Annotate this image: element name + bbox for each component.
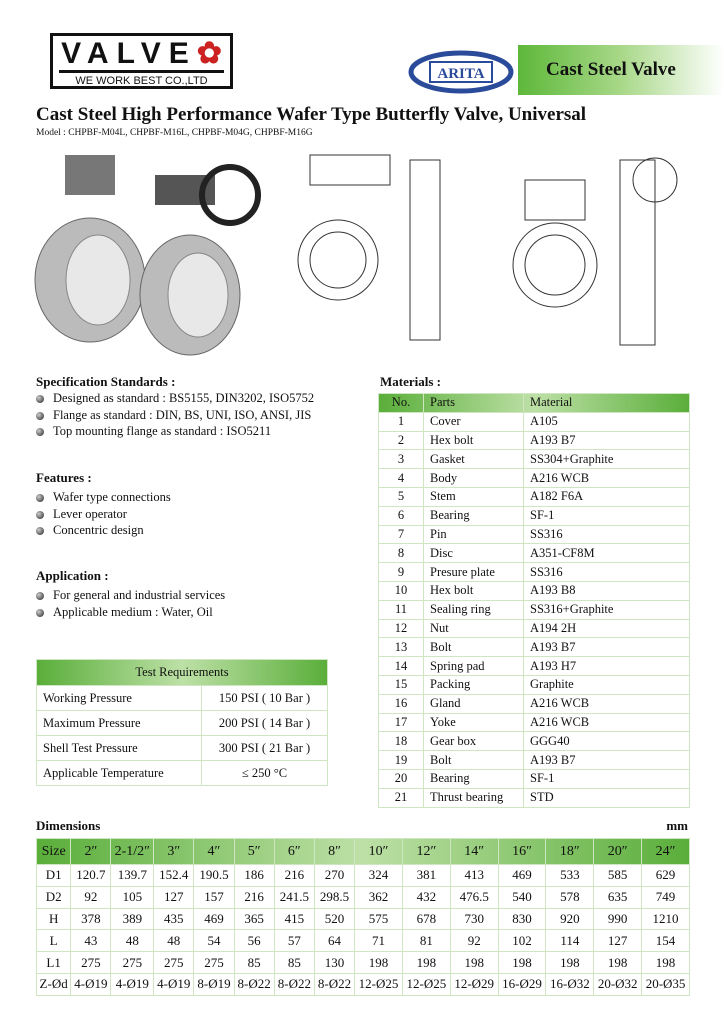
table-cell: Applicable Temperature	[37, 761, 202, 786]
table-row	[37, 973, 690, 995]
technical-drawings	[298, 155, 677, 345]
table-cell: 71	[355, 930, 403, 952]
table-cell: 6	[379, 506, 424, 525]
handwheel-icon: ✿	[196, 37, 222, 70]
table-cell: Presure plate	[424, 563, 524, 582]
table-cell: D1	[37, 865, 71, 887]
table-cell: 216	[234, 886, 274, 908]
table-cell: 575	[355, 908, 403, 930]
table-cell: 8	[379, 544, 424, 563]
table-cell: 730	[450, 908, 498, 930]
table-cell: 102	[498, 930, 546, 952]
table-cell: Bolt	[424, 751, 524, 770]
table-cell: 4-Ø19	[71, 973, 111, 995]
table-cell: 21	[379, 788, 424, 807]
table-cell: 533	[546, 865, 594, 887]
table-cell: L1	[37, 952, 71, 974]
table-cell: A216 WCB	[524, 713, 690, 732]
svg-text:ARITA: ARITA	[437, 66, 485, 82]
table-cell: 8-Ø22	[234, 973, 274, 995]
page-title: Cast Steel High Performance Wafer Type Butterfly Valve, Universal	[36, 104, 587, 125]
valve-photo-gear	[140, 167, 258, 355]
table-cell: A193 B7	[524, 638, 690, 657]
table-row	[379, 638, 690, 657]
table-row	[379, 600, 690, 619]
table-cell: 4	[379, 469, 424, 488]
table-row	[379, 713, 690, 732]
table-cell: 198	[450, 952, 498, 974]
table-cell: A351-CF8M	[524, 544, 690, 563]
table-cell: Hex bolt	[424, 581, 524, 600]
table-cell: 2-1/2″	[111, 839, 154, 865]
table-row	[379, 619, 690, 638]
table-cell: 1210	[642, 908, 690, 930]
table-cell: 8″	[314, 839, 354, 865]
table-cell: 127	[154, 886, 194, 908]
table-cell: 5	[379, 487, 424, 506]
list-item: Applicable medium : Water, Oil	[36, 604, 225, 621]
table-cell: 8-Ø22	[314, 973, 354, 995]
table-cell: 24″	[642, 839, 690, 865]
table-cell: 275	[194, 952, 234, 974]
table-cell: Shell Test Pressure	[37, 736, 202, 761]
table-cell: 4″	[194, 839, 234, 865]
table-cell: 540	[498, 886, 546, 908]
table-cell: Sealing ring	[424, 600, 524, 619]
table-cell: GGG40	[524, 732, 690, 751]
table-cell: 92	[71, 886, 111, 908]
list-item: Top mounting flange as standard : ISO5211	[36, 423, 314, 440]
table-cell: 19	[379, 751, 424, 770]
table-cell: 270	[314, 865, 354, 887]
table-cell: 9	[379, 563, 424, 582]
table-cell: 17	[379, 713, 424, 732]
table-cell: 18	[379, 732, 424, 751]
table-cell: 3″	[154, 839, 194, 865]
table-header: Test Requirements	[37, 660, 328, 686]
table-cell: 198	[594, 952, 642, 974]
table-cell: 198	[498, 952, 546, 974]
table-cell: 20-Ø32	[594, 973, 642, 995]
table-cell: Stem	[424, 487, 524, 506]
table-cell: SS304+Graphite	[524, 450, 690, 469]
table-cell: 6″	[274, 839, 314, 865]
table-cell: 48	[111, 930, 154, 952]
table-cell: 120.7	[71, 865, 111, 887]
table-cell: 16-Ø32	[546, 973, 594, 995]
table-cell: Maximum Pressure	[37, 711, 202, 736]
table-row	[379, 732, 690, 751]
table-cell: 198	[402, 952, 450, 974]
table-row	[379, 769, 690, 788]
table-cell: 20″	[594, 839, 642, 865]
table-cell: A193 B7	[524, 751, 690, 770]
table-row	[379, 751, 690, 770]
table-cell: 362	[355, 886, 403, 908]
list-item: Concentric design	[36, 522, 171, 539]
materials-table	[378, 393, 690, 808]
dimensions-table	[36, 838, 690, 996]
table-cell: 8-Ø22	[274, 973, 314, 995]
table-cell: 139.7	[111, 865, 154, 887]
table-cell: 81	[402, 930, 450, 952]
table-row	[37, 908, 690, 930]
table-cell: 678	[402, 908, 450, 930]
table-cell: 11	[379, 600, 424, 619]
table-cell: 520	[314, 908, 354, 930]
table-cell: 48	[154, 930, 194, 952]
table-cell: 10″	[355, 839, 403, 865]
list-item: Lever operator	[36, 506, 171, 523]
table-cell: Thrust bearing	[424, 788, 524, 807]
table-cell: 578	[546, 886, 594, 908]
table-cell: 389	[111, 908, 154, 930]
column-header: Material	[524, 394, 690, 413]
table-row	[379, 657, 690, 676]
table-cell: Cover	[424, 412, 524, 431]
category-banner: Cast Steel Valve	[518, 45, 724, 95]
table-cell: 14″	[450, 839, 498, 865]
spec-heading: Specification Standards :	[36, 374, 176, 389]
application-heading: Application :	[36, 568, 109, 583]
column-header: No.	[379, 394, 424, 413]
table-row	[37, 761, 328, 786]
table-cell: 585	[594, 865, 642, 887]
application-section	[36, 568, 225, 620]
table-row	[379, 506, 690, 525]
table-row	[379, 563, 690, 582]
table-row	[379, 450, 690, 469]
table-cell: Graphite	[524, 675, 690, 694]
table-cell: 298.5	[314, 886, 354, 908]
table-cell: 12″	[402, 839, 450, 865]
table-cell: Pin	[424, 525, 524, 544]
table-cell: 12-Ø29	[450, 973, 498, 995]
table-cell: 114	[546, 930, 594, 952]
table-cell: 324	[355, 865, 403, 887]
table-cell: 8-Ø19	[194, 973, 234, 995]
table-cell: A193 B7	[524, 431, 690, 450]
table-cell: 275	[71, 952, 111, 974]
table-cell: A105	[524, 412, 690, 431]
table-cell: Z-Ød	[37, 973, 71, 995]
table-cell: 990	[594, 908, 642, 930]
table-cell: 198	[546, 952, 594, 974]
table-cell: 920	[546, 908, 594, 930]
table-cell: 18″	[546, 839, 594, 865]
table-row	[379, 431, 690, 450]
model-list: Model : CHPBF-M04L, CHPBF-M16L, CHPBF-M04G, CHPBF-M16G	[36, 128, 313, 138]
table-cell: 198	[642, 952, 690, 974]
table-row	[37, 886, 690, 908]
table-cell: 378	[71, 908, 111, 930]
table-cell: Gear box	[424, 732, 524, 751]
table-cell: ≤ 250 °C	[202, 761, 328, 786]
table-cell: 190.5	[194, 865, 234, 887]
table-row	[379, 788, 690, 807]
table-cell: Spring pad	[424, 657, 524, 676]
table-cell: 7	[379, 525, 424, 544]
table-cell: 92	[450, 930, 498, 952]
table-cell: Body	[424, 469, 524, 488]
table-cell: SS316	[524, 525, 690, 544]
logo-brand: VALVE	[61, 37, 197, 70]
table-cell: 20	[379, 769, 424, 788]
table-cell: SS316	[524, 563, 690, 582]
valve-photo-lever	[35, 155, 145, 342]
materials-heading: Materials :	[380, 374, 442, 389]
table-cell: A193 H7	[524, 657, 690, 676]
table-cell: A194 2H	[524, 619, 690, 638]
table-cell: Bearing	[424, 769, 524, 788]
table-cell: 200 PSI ( 14 Bar )	[202, 711, 328, 736]
table-cell: 2	[379, 431, 424, 450]
table-row	[37, 865, 690, 887]
table-cell: D2	[37, 886, 71, 908]
company-logo	[50, 33, 233, 89]
table-row	[379, 694, 690, 713]
table-cell: Bearing	[424, 506, 524, 525]
table-row	[379, 581, 690, 600]
list-item: Wafer type connections	[36, 489, 171, 506]
table-cell: 16-Ø29	[498, 973, 546, 995]
table-cell: 469	[498, 865, 546, 887]
table-cell: 413	[450, 865, 498, 887]
table-cell: Bolt	[424, 638, 524, 657]
table-cell: Gland	[424, 694, 524, 713]
table-cell: L	[37, 930, 71, 952]
table-cell: 56	[234, 930, 274, 952]
table-cell: 130	[314, 952, 354, 974]
table-cell: SS316+Graphite	[524, 600, 690, 619]
table-cell: 4-Ø19	[111, 973, 154, 995]
table-cell: Yoke	[424, 713, 524, 732]
table-cell: Working Pressure	[37, 686, 202, 711]
table-cell: Gasket	[424, 450, 524, 469]
table-cell: 54	[194, 930, 234, 952]
table-row	[37, 686, 328, 711]
product-images	[30, 150, 700, 365]
table-cell: 157	[194, 886, 234, 908]
table-cell: A216 WCB	[524, 694, 690, 713]
table-cell: 12	[379, 619, 424, 638]
table-row	[37, 839, 690, 865]
table-row	[379, 487, 690, 506]
table-cell: 635	[594, 886, 642, 908]
table-cell: 1	[379, 412, 424, 431]
table-cell: 275	[154, 952, 194, 974]
table-row	[379, 675, 690, 694]
logo-tagline: WE WORK BEST CO.,LTD	[75, 75, 208, 87]
table-row	[37, 711, 328, 736]
table-cell: 16″	[498, 839, 546, 865]
table-row	[379, 544, 690, 563]
table-cell: 415	[274, 908, 314, 930]
table-cell: 12-Ø25	[402, 973, 450, 995]
list-item: Flange as standard : DIN, BS, UNI, ISO, ANSI, JIS	[36, 407, 314, 424]
table-cell: 57	[274, 930, 314, 952]
features-section	[36, 470, 171, 539]
table-cell: 12-Ø25	[355, 973, 403, 995]
dimensions-unit: mm	[666, 818, 688, 833]
table-cell: Hex bolt	[424, 431, 524, 450]
table-cell: 4-Ø19	[154, 973, 194, 995]
table-cell: Nut	[424, 619, 524, 638]
table-cell: 85	[274, 952, 314, 974]
table-cell: SF-1	[524, 769, 690, 788]
table-cell: 749	[642, 886, 690, 908]
table-cell: 216	[274, 865, 314, 887]
table-row	[37, 930, 690, 952]
table-cell: 14	[379, 657, 424, 676]
list-item: For general and industrial services	[36, 587, 225, 604]
table-cell: Packing	[424, 675, 524, 694]
column-header: Parts	[424, 394, 524, 413]
table-row	[37, 952, 690, 974]
table-cell: 10	[379, 581, 424, 600]
table-cell: 198	[355, 952, 403, 974]
table-cell: 432	[402, 886, 450, 908]
arita-logo	[408, 50, 514, 94]
table-cell: 15	[379, 675, 424, 694]
table-cell: 365	[234, 908, 274, 930]
table-cell: Size	[37, 839, 71, 865]
table-cell: 2″	[71, 839, 111, 865]
dimensions-heading: Dimensions	[36, 818, 101, 833]
test-requirements-table	[36, 659, 328, 786]
table-cell: A193 B8	[524, 581, 690, 600]
table-cell: SF-1	[524, 506, 690, 525]
table-cell: 241.5	[274, 886, 314, 908]
table-cell: 300 PSI ( 21 Bar )	[202, 736, 328, 761]
table-cell: 20-Ø35	[642, 973, 690, 995]
table-row	[379, 525, 690, 544]
table-row	[37, 736, 328, 761]
table-cell: 5″	[234, 839, 274, 865]
table-cell: 830	[498, 908, 546, 930]
table-cell: 476.5	[450, 886, 498, 908]
table-cell: 3	[379, 450, 424, 469]
table-cell: 435	[154, 908, 194, 930]
table-cell: 629	[642, 865, 690, 887]
table-cell: 64	[314, 930, 354, 952]
table-cell: 186	[234, 865, 274, 887]
table-cell: A182 F6A	[524, 487, 690, 506]
table-cell: 150 PSI ( 10 Bar )	[202, 686, 328, 711]
table-cell: 127	[594, 930, 642, 952]
table-cell: 469	[194, 908, 234, 930]
table-cell: STD	[524, 788, 690, 807]
table-cell: 105	[111, 886, 154, 908]
table-cell: 154	[642, 930, 690, 952]
table-cell: 275	[111, 952, 154, 974]
table-cell: 43	[71, 930, 111, 952]
table-cell: H	[37, 908, 71, 930]
spec-section	[36, 374, 314, 440]
table-row	[379, 469, 690, 488]
table-cell: A216 WCB	[524, 469, 690, 488]
table-row	[379, 412, 690, 431]
table-cell: 13	[379, 638, 424, 657]
table-cell: 85	[234, 952, 274, 974]
features-heading: Features :	[36, 470, 92, 485]
table-cell: 152.4	[154, 865, 194, 887]
table-cell: Disc	[424, 544, 524, 563]
list-item: Designed as standard : BS5155, DIN3202, ISO5752	[36, 390, 314, 407]
table-cell: 16	[379, 694, 424, 713]
table-cell: 381	[402, 865, 450, 887]
